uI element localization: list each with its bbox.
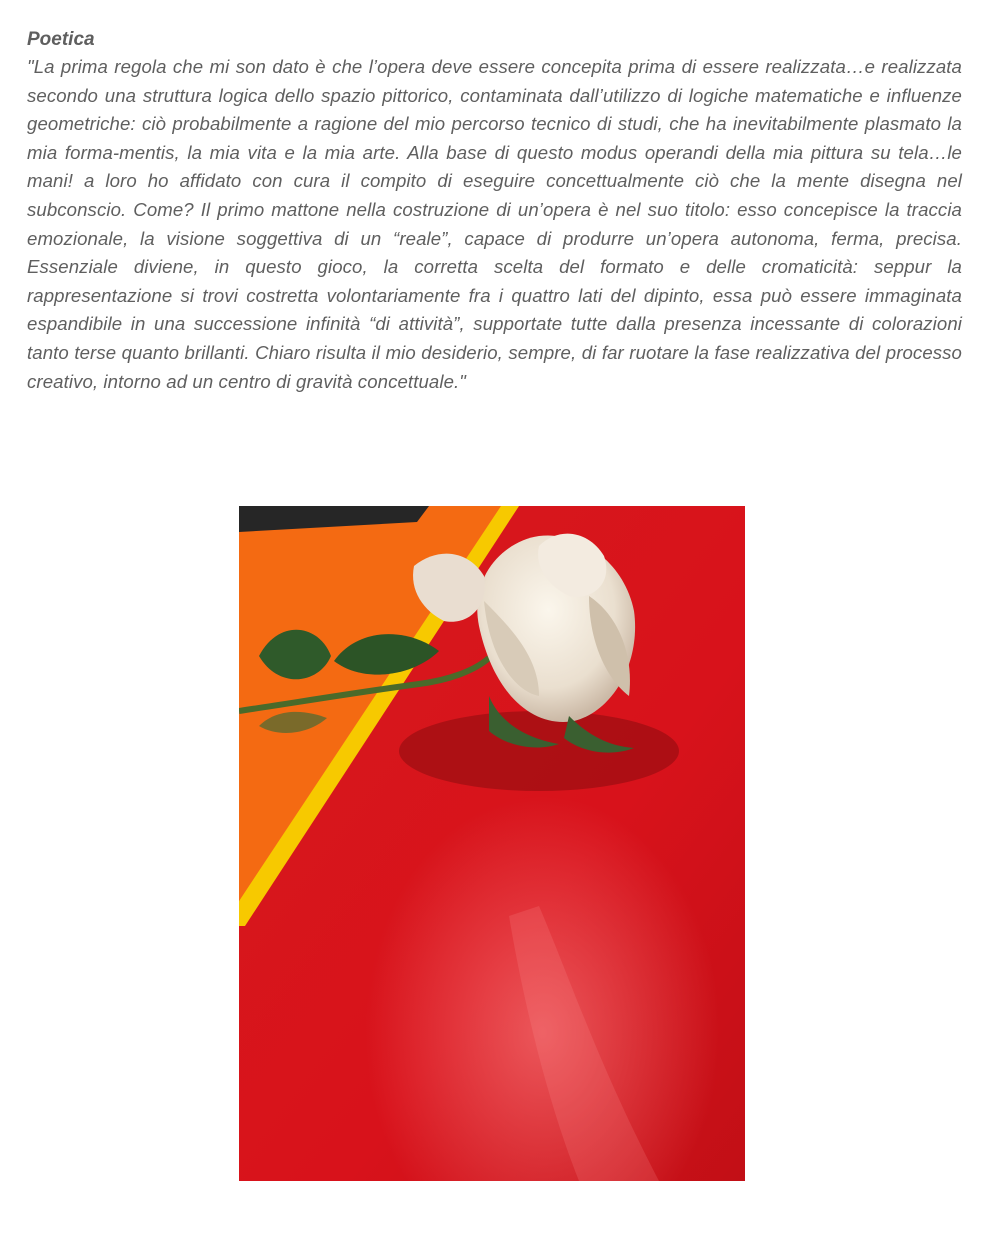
section-heading: Poetica xyxy=(27,29,95,50)
poetica-text-block xyxy=(27,27,962,396)
poetica-paragraph: "La prima regola che mi son dato è che l’opera deve essere concepita prima di essere realizzata…e realizzata secondo una struttura logica dello spazio pittorico, contaminata dall’utilizzo di logiche matematiche e influenze geometriche: ciò probabilmente a ragione del mio percorso tecnico di studi, che ha inevitabilmente plasmato la mia forma-mentis, la mia vita e la mia arte. Alla base di questo modus operandi della mia pittura su tela…le mani! a loro ho affidato con cura il compito di eseguire concettualmente ciò che la mente disegna nel subconscio. Come? Il primo mattone nella costruzione di un’opera è nel suo titolo: esso concepisce la traccia emozionale, la visione soggettiva di un “reale”, capace di produrre un’opera autonoma, ferma, precisa. Essenziale diviene, in questo gioco, la corretta scelta del formato e delle cromaticità: seppur la rappresentazione si trovi costretta volontariamente fra i quattro lati del dipinto, essa può essere immaginata espandibile in una successione infinità “di attività”, supportate tutte dalla presenza incessante di colorazioni tanto terse quanto brillanti. Chiaro risulta il mio desiderio, sempre, di far ruotare la fase realizzativa del processo creativo, intorno ad un centro di gravità concettuale." xyxy=(27,56,962,392)
rose-on-painting-image xyxy=(239,506,745,1181)
painting-photo xyxy=(239,506,745,1181)
